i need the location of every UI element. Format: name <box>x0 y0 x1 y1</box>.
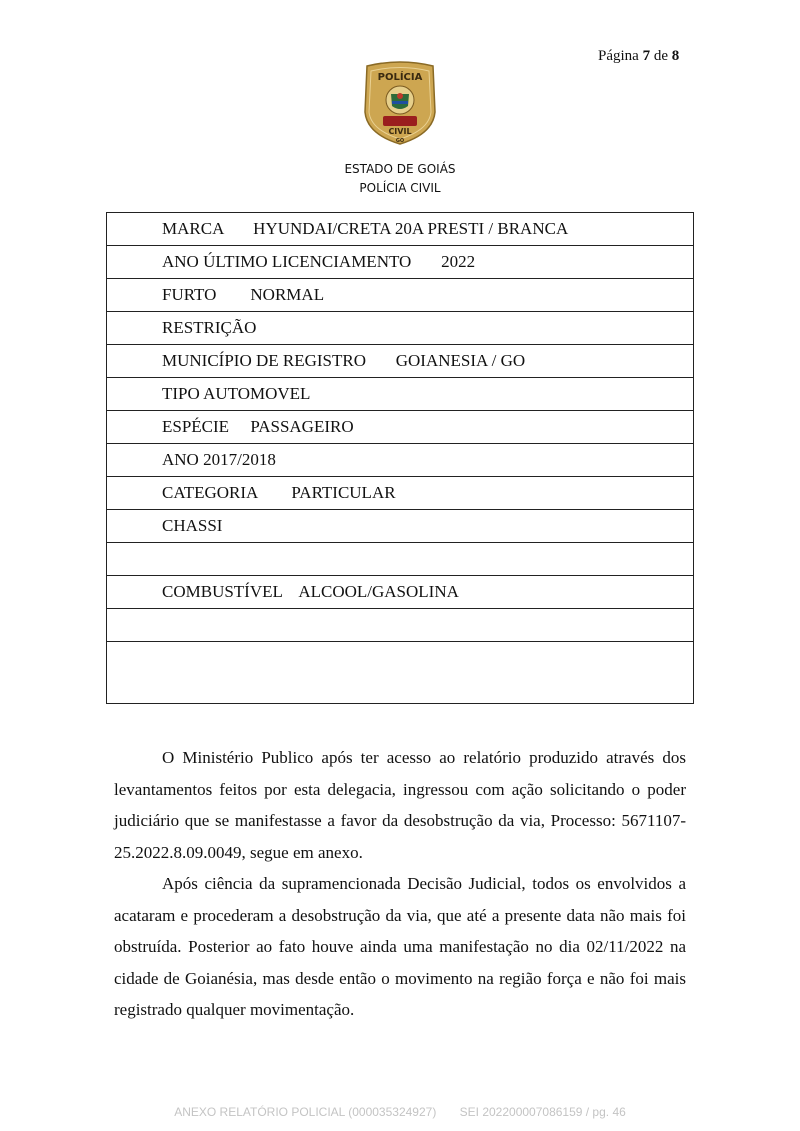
vehicle-cell <box>107 543 694 576</box>
vehicle-cell <box>107 444 694 477</box>
vehicle-cell <box>107 510 694 543</box>
vehicle-field-label: TIPO <box>162 384 200 403</box>
vehicle-row <box>107 411 694 444</box>
report-body <box>114 742 686 1026</box>
vehicle-row <box>107 642 694 704</box>
vehicle-field-value: ALCOOL/GASOLINA <box>298 582 459 601</box>
vehicle-cell <box>107 246 694 279</box>
footer-annex: ANEXO RELATÓRIO POLICIAL (000035324927) SEI 202200007086159 / pg. 46 <box>174 1105 626 1119</box>
vehicle-info-table <box>106 212 694 704</box>
vehicle-field-label: ESPÉCIE <box>162 417 230 436</box>
vehicle-cell <box>107 411 694 444</box>
vehicle-field-value: HYUNDAI/CRETA 20A PRESTI / BRANCA <box>253 219 569 238</box>
vehicle-row <box>107 510 694 543</box>
paragraph-2: Após ciência da supramencionada Decisão Judicial, todos os envolvidos a acataram e procederam a desobstrução da via, que até a presente data não mais foi obstruída. Posterior ao fato houve ainda uma manifestação no dia 02/11/2022 na cidade de Goianésia, mas desde então o movimento na região força e não foi mais registrado qualquer movimentação. <box>114 874 686 1019</box>
vehicle-row <box>107 246 694 279</box>
vehicle-field-label: CHASSI <box>162 516 223 535</box>
vehicle-row <box>107 543 694 576</box>
vehicle-row <box>107 378 694 411</box>
page-label: Página <box>598 48 639 64</box>
vehicle-cell <box>107 477 694 510</box>
vehicle-cell <box>107 345 694 378</box>
vehicle-cell <box>107 609 694 642</box>
vehicle-row <box>107 279 694 312</box>
header-state: ESTADO DE GOIÁS <box>344 162 456 176</box>
vehicle-field-value: 2017/2018 <box>203 450 276 469</box>
vehicle-field-value: 2022 <box>441 252 476 271</box>
vehicle-cell <box>107 378 694 411</box>
paragraph-1: O Ministério Publico após ter acesso ao relatório produzido através dos levantamentos feitos por esta delegacia, ingressou com ação solicitando o poder judiciário que se manifestasse a favor da desobstrução da via, Processo: 5671107-25.2022.8.09.0049, segue em anexo. <box>114 748 686 862</box>
vehicle-cell <box>107 312 694 345</box>
badge-bottom-text: CIVIL <box>388 127 412 136</box>
vehicle-field-label: COMBUSTÍVEL <box>162 582 283 601</box>
vehicle-row <box>107 609 694 642</box>
document-header <box>0 160 800 198</box>
vehicle-field-label: MARCA <box>162 219 224 238</box>
badge-top-text: POLÍCIA <box>377 72 423 83</box>
vehicle-row <box>107 477 694 510</box>
vehicle-row <box>107 345 694 378</box>
vehicle-row <box>107 213 694 246</box>
vehicle-cell <box>107 213 694 246</box>
police-badge-icon <box>361 60 439 146</box>
vehicle-field-value: AUTOMOVEL <box>203 384 311 403</box>
vehicle-cell <box>107 642 694 704</box>
vehicle-field-label: ANO <box>162 450 199 469</box>
vehicle-field-label: RESTRIÇÃO <box>162 318 257 337</box>
vehicle-row <box>107 444 694 477</box>
vehicle-cell <box>107 576 694 609</box>
vehicle-field-value: GOIANESIA / GO <box>395 351 526 370</box>
vehicle-field-label: FURTO <box>162 285 217 304</box>
page-sep: de <box>653 48 668 64</box>
header-agency: POLÍCIA CIVIL <box>359 181 441 195</box>
vehicle-field-value: NORMAL <box>250 285 325 304</box>
vehicle-field-value: PASSAGEIRO <box>250 417 354 436</box>
vehicle-row <box>107 576 694 609</box>
page-total: 8 <box>671 48 680 64</box>
vehicle-field-value: PARTICULAR <box>291 483 396 502</box>
badge-state-text: GO <box>395 138 405 144</box>
vehicle-field-label: ANO ÚLTIMO LICENCIAMENTO <box>162 252 412 271</box>
vehicle-field-label: CATEGORIA <box>162 483 258 502</box>
vehicle-row <box>107 312 694 345</box>
page-number <box>598 48 679 65</box>
vehicle-field-label: MUNICÍPIO DE REGISTRO <box>162 351 366 370</box>
vehicle-cell <box>107 279 694 312</box>
page-current: 7 <box>642 48 651 64</box>
